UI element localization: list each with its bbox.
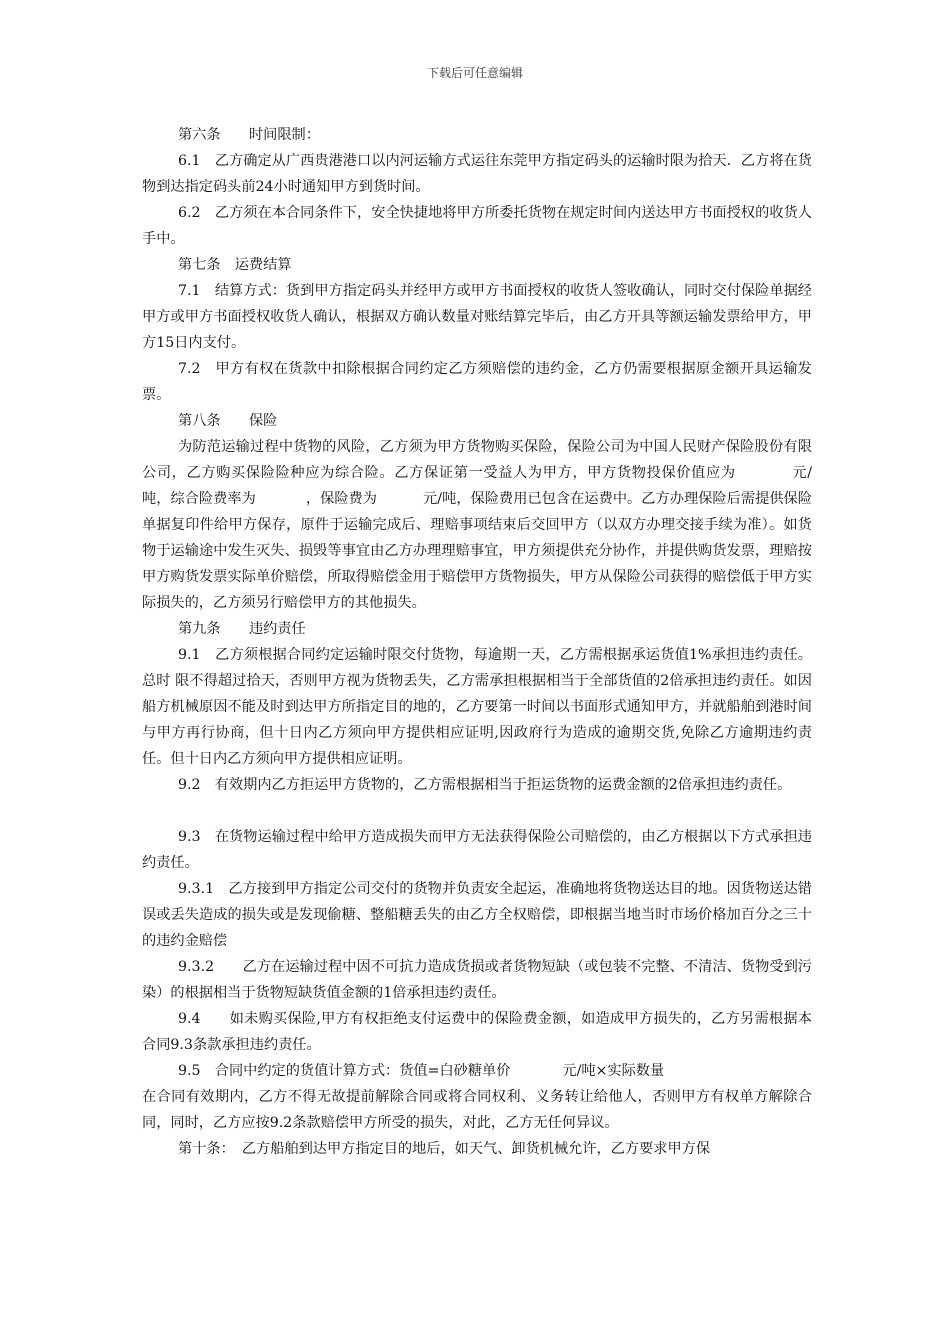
- insurance-text-c: ，保险费为: [305, 491, 378, 507]
- transfer-clause: 在合同有效期内，乙方不得无故提前解除合同或将合同权利、义务转让给他人，否则甲方有权单方解除合同，同时，乙方应按9.2条款赔偿甲方所受的损失，对此，乙方无任何异议。: [142, 1089, 812, 1131]
- clause-7-2: 7.2 甲方有权在货款中扣除根据合同约定乙方须赔偿的违约金，乙方仍需要根据原金额开具运输发票。: [142, 361, 812, 403]
- clause-9-2: 9.2 有效期内乙方拒运甲方货物的，乙方需根据相当于拒运货物的运费金额的2倍承担违约责任。: [178, 777, 792, 793]
- clause-6-1: 6.1 乙方确定从广西贵港港口以内河运输方式运往东莞甲方指定码头的运输时限为拾天．乙方将在货物到达指定码头前24小时通知甲方到货时间。: [142, 153, 812, 195]
- article-8-title: 第八条 保险: [178, 413, 278, 429]
- article-7-title: 第七条 运费结算: [178, 257, 292, 273]
- clause-9-4: 9.4 如未购买保险,甲方有权拒绝支付运费中的保险费金额，如造成甲方损失的，乙方另需根据本合同9.3条款承担违约责任。: [142, 1011, 812, 1053]
- article-9-title: 第九条 违约责任: [178, 621, 306, 637]
- clause-9-1: 9.1 乙方须根据合同约定运输时限交付货物，每逾期一天，乙方需根据承运货值1%承担违约责任。总时 限不得超过拾天，否则甲方视为货物丢失，乙方需承担根据相当于全部货值的2倍承担违约责任。如因船方机械原因不能及时到达甲方所指定目的地的，乙方要第一时间以书面形式通知甲方，并就船舶到港时间与甲方再行协商，但十日内乙方须向甲方提供相应证明,因政府行为造成的逾期交货,免除乙方逾期违约责任。但十日内乙方须向甲方提供相应证明。: [142, 647, 812, 767]
- insurance-text-a: 为防范运输过程中货物的风险，乙方须为甲方货物购买保险，保险公司为中国人民财产保险股份有限公司，乙方购买保险险种应为综合险。乙方保证第一受益人为甲方，甲方货物投保价值应为: [142, 439, 812, 481]
- blank-line: [142, 798, 812, 824]
- article-6-title: 第六条 时间限制：: [178, 127, 320, 143]
- clause-9-3-1: 9.3.1 乙方接到甲方指定公司交付的货物并负责安全起运，准确地将货物送达目的地。因货物送达错误或丢失造成的损失或是发现偷糖、整船糖丢失的由乙方全权赔偿，即根据当地当时市场价格加百分之三十的违约金赔偿: [142, 881, 812, 949]
- insurance-text-b: 元/吨，综合险费率为: [142, 465, 812, 507]
- contract-body: [142, 122, 812, 1162]
- clause-9-5: [142, 1058, 812, 1084]
- page-header: 下载后可任意编辑: [426, 66, 523, 80]
- clause-7-1: 7.1 结算方式：货到甲方指定码头并经甲方或甲方书面授权的收货人签收确认，同时交付保险单据经甲方或甲方书面授权收货人确认，根据双方确认数量对账结算完毕后，由乙方开具等额运输发票给甲方，甲方15日内支付。: [142, 283, 812, 351]
- article-10: 第十条： 乙方船舶到达甲方指定目的地后，如天气、卸货机械允许，乙方要求甲方保: [178, 1141, 711, 1157]
- insurance-text-d: 元/吨，保险费用已包含在运费中。乙方办理保险后需提供保险单据复印件给甲方保存，原件于运输完成后、理赔事项结束后交回甲方（以双方办理交接手续为准）。如货物于运输途中发生灭失、损毁等事宜由乙方办理理赔事宜，甲方须提供充分协作，并提供购货发票，理赔按甲方购货发票实际单价赔偿，所取得赔偿金用于赔偿甲方货物损失，甲方从保险公司获得的赔偿低于甲方实际损失的，乙方须另行赔偿甲方的其他损失。: [142, 491, 812, 611]
- clause-9-5-text-a: 9.5 合同中约定的货值计算方式：货值=白砂糖单价: [178, 1063, 511, 1079]
- insurance-paragraph: [142, 434, 812, 616]
- clause-9-5-text-b: 元/吨×实际数量: [562, 1063, 665, 1079]
- clause-6-2: 6.2 乙方须在本合同条件下，安全快捷地将甲方所委托货物在规定时间内送达甲方书面授权的收货人手中。: [142, 205, 812, 247]
- clause-9-3: 9.3 在货物运输过程中给甲方造成损失而甲方无法获得保险公司赔偿的，由乙方根据以下方式承担违约责任。: [142, 829, 812, 871]
- clause-9-3-2: 9.3.2 乙方在运输过程中因不可抗力造成货损或者货物短缺（或包装不完整、不清洁、货物受到污染）的根据相当于货物短缺货值金额的1倍承担违约责任。: [142, 959, 812, 1001]
